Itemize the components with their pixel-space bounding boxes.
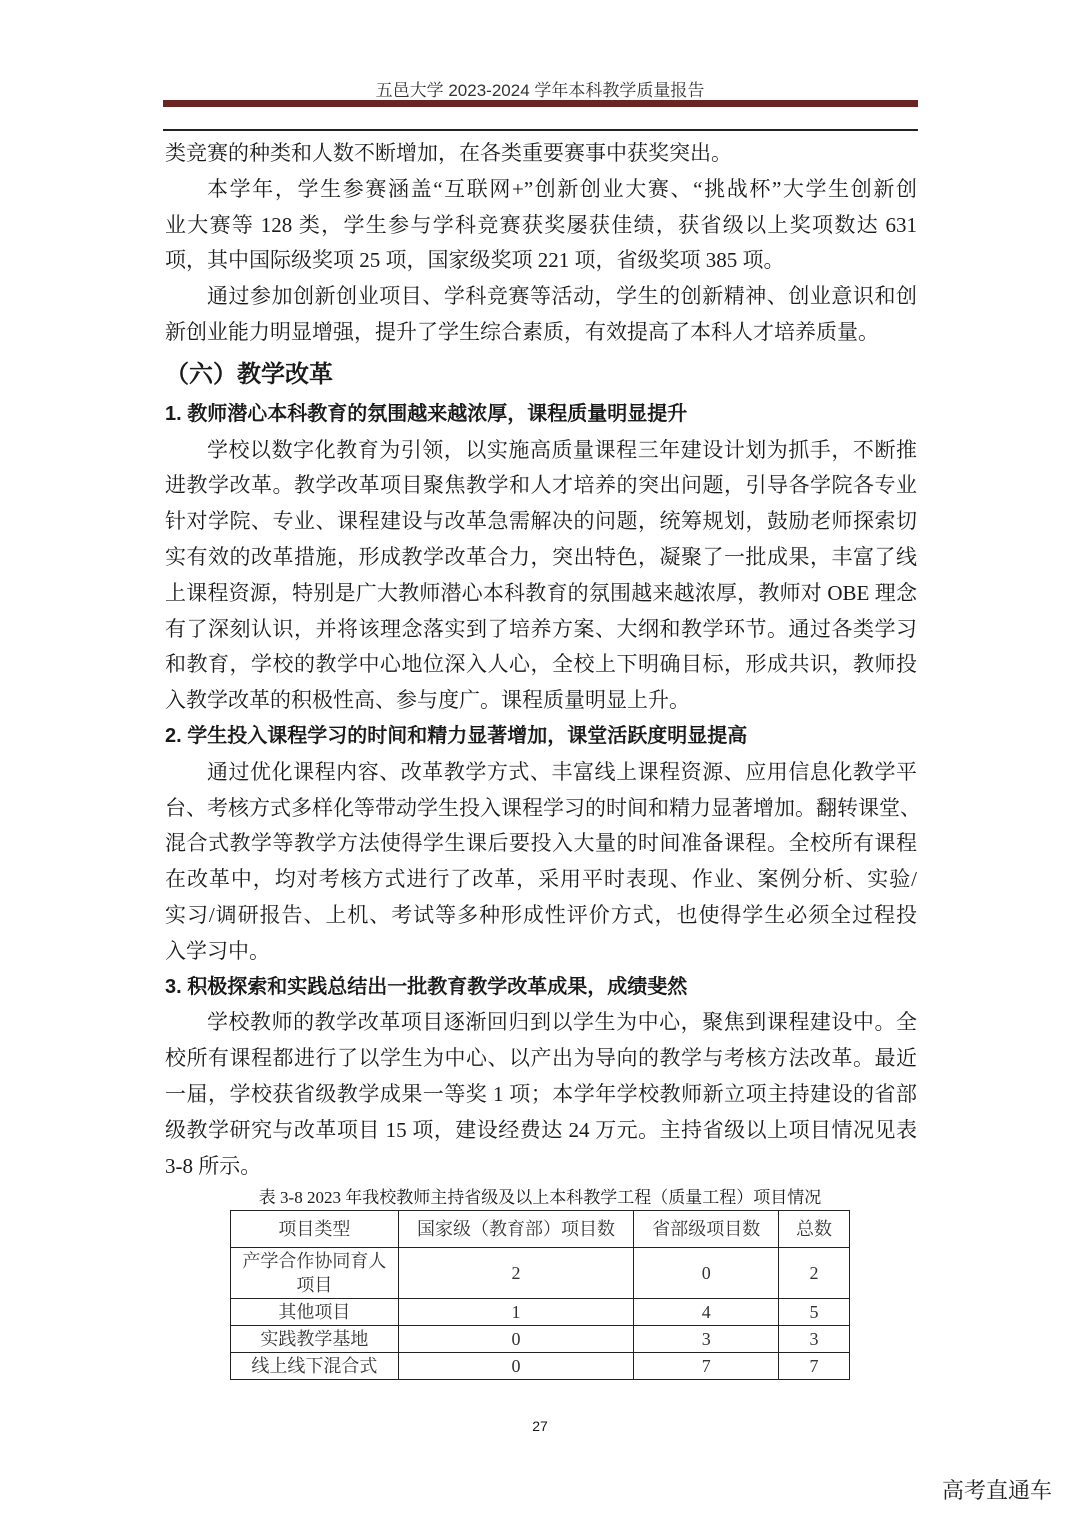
table-cell: 1 [398, 1299, 634, 1326]
subheading: 3. 积极探索和实践总结出一批教育教学改革成果，成绩斐然 [165, 975, 688, 998]
text-line: 通过优化课程内容、改革教学方式、丰富线上课程资源、应用信息化教学平 [207, 759, 917, 784]
text-line: 上课程资源，特别是广大教师潜心本科教育的氛围越来越浓厚，教师对 OBE 理念 [165, 580, 917, 605]
table-cell: 3 [779, 1326, 850, 1353]
text-line: 实有效的改革措施，形成教学改革合力，突出特色，凝聚了一批成果，丰富了线 [165, 544, 917, 569]
table-cell: 其他项目 [231, 1299, 399, 1326]
header-divider [163, 129, 918, 131]
text-line: 实习/调研报告、上机、考试等多种形成性评价方式，也使得学生必须全过程投 [165, 902, 917, 927]
text-line: 混合式教学等教学方法使得学生课后要投入大量的时间准备课程。全校所有课程 [165, 831, 917, 856]
table-row [231, 1353, 850, 1380]
text-line: 业大赛等 128 类，学生参与学科竞赛获奖屡获佳绩，获省级以上奖项数达 631 [165, 212, 917, 237]
text-line: 类竞赛的种类和人数不断增加，在各类重要赛事中获奖突出。 [165, 141, 732, 165]
table-cell: 实践教学基地 [231, 1326, 399, 1353]
text-line: 一届，学校获省级教学成果一等奖 1 项；本学年学校教师新立项主持建设的省部 [165, 1081, 917, 1106]
paragraph [165, 136, 917, 172]
text-line: 针对学院、专业、课程建设与改革急需解决的问题，统筹规划，鼓励老师探索切 [165, 509, 917, 534]
paragraph [165, 433, 917, 719]
table-cell: 2 [779, 1248, 850, 1299]
table-cell: 0 [398, 1353, 634, 1380]
text-line: 有了深刻认识，并将该理念落实到了培养方案、大纲和教学环节。通过各类学习 [165, 616, 917, 641]
table-cell: 7 [634, 1353, 779, 1380]
text-line: 3-8 所示。 [165, 1153, 262, 1178]
table-cell: 7 [779, 1353, 850, 1380]
paragraph [165, 755, 921, 970]
page-number: 27 [532, 1418, 548, 1434]
text-line: 学校以数字化教育为引领，以实施高质量课程三年建设计划为抓手，不断推 [207, 437, 917, 462]
text-line: 入教学改革的积极性高、参与度广。课程质量明显上升。 [165, 688, 690, 713]
table-row [231, 1299, 850, 1326]
text-line: 学校教师的教学改革项目逐渐回归到以学生为中心，聚焦到课程建设中。全 [207, 1010, 917, 1035]
table-caption: 表 3-8 2023 年我校教师主持省级及以上本科教学工程（质量工程）项目情况 [258, 1188, 822, 1207]
text-line: 本学年，学生参赛涵盖“互联网+”创新创业大赛、“挑战杯”大学生创新创 [207, 176, 917, 201]
text-line: 级教学研究与改革项目 15 项，建设经费达 24 万元。主持省级以上项目情况见表 [165, 1117, 917, 1142]
text-line: 和教育，学校的教学中心地位深入人心，全校上下明确目标，形成共识，教师投 [165, 652, 917, 677]
projects-table [230, 1210, 850, 1380]
text-line: 进教学改革。教学改革项目聚焦教学和人才培养的突出问题，引导各学院各专业 [165, 473, 917, 498]
text-line: 校所有课程都进行了以学生为中心、以产出为导向的教学与考核方法改革。最近 [165, 1046, 917, 1071]
paragraph [165, 1005, 917, 1184]
text-line: 台、考核方式多样化等带动学生投入课程学习的时间和精力显著增加。翻转课堂、 [165, 795, 921, 820]
table-cell: 2 [398, 1248, 634, 1299]
paragraph [165, 279, 917, 351]
text-line: 入学习中。 [165, 938, 270, 963]
body-content [165, 136, 921, 1184]
table-cell: 4 [634, 1299, 779, 1326]
watermark: 高考直通车 [942, 1478, 1053, 1503]
table-cell: 3 [634, 1326, 779, 1353]
subheading: 2. 学生投入课程学习的时间和精力显著增加，课堂活跃度明显提高 [165, 724, 748, 747]
text-line: 项，其中国际级奖项 25 项，国家级奖项 221 项，省级奖项 385 项。 [165, 248, 785, 273]
table-cell: 0 [398, 1326, 634, 1353]
table-cell: 5 [779, 1299, 850, 1326]
header-title: 五邑大学 2023-2024 学年本科教学质量报告 [375, 81, 705, 100]
text-line: 在改革中，均对考核方式进行了改革，采用平时表现、作业、案例分析、实验/ [165, 867, 917, 892]
table-cell: 线上线下混合式 [231, 1353, 399, 1380]
column-header: 国家级（教育部）项目数 [398, 1211, 634, 1248]
table-row [231, 1326, 850, 1353]
table-cell: 产学合作协同育人项目 [231, 1248, 399, 1299]
column-header: 项目类型 [231, 1211, 399, 1248]
column-header: 总数 [779, 1211, 850, 1248]
subheading: 1. 教师潜心本科教育的氛围越来越浓厚，课程质量明显提升 [165, 402, 688, 425]
header-rule [163, 100, 918, 107]
table-cell: 0 [634, 1248, 779, 1299]
table-row [231, 1248, 850, 1299]
section-heading: （六）教学改革 [165, 360, 333, 388]
text-line: 通过参加创新创业项目、学科竞赛等活动，学生的创新精神、创业意识和创 [207, 284, 917, 309]
paragraph [165, 172, 917, 279]
text-line: 新创业能力明显增强，提升了学生综合素质，有效提高了本科人才培养质量。 [165, 319, 879, 344]
column-header: 省部级项目数 [634, 1211, 779, 1248]
